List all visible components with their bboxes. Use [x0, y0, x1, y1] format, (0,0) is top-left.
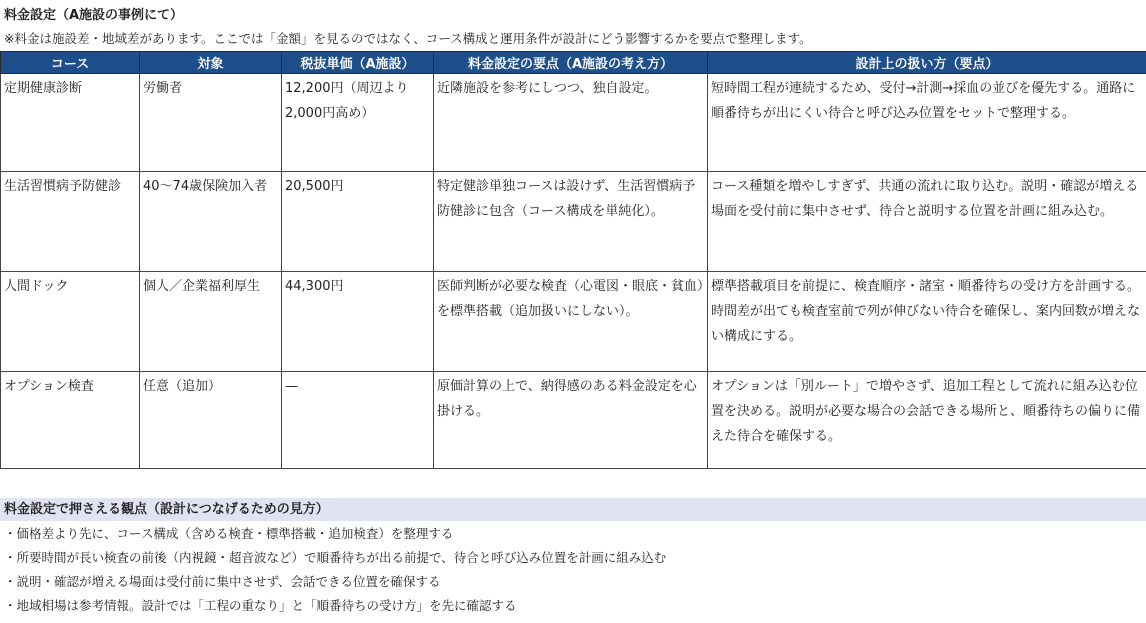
list-item: ・地域相場は参考情報。設計では「工程の重なり」と「順番待ちの受け方」を先に確認する — [4, 598, 517, 613]
cell-pricing-point: 近隣施設を参考にしつつ、独自設定。 — [434, 74, 708, 172]
pricing-table — [0, 51, 1146, 469]
cell-design: コース種類を増やしすぎず、共通の流れに取り込む。説明・確認が増える場面を受付前に集中させず、待合と説明する位置を計画に組み込む。 — [708, 172, 1146, 272]
table-header-row — [1, 52, 1146, 74]
cell-target: 任意（追加） — [140, 372, 282, 469]
cell-price: 20,500円 — [282, 172, 434, 272]
cell-target: 40～74歳保険加入者 — [140, 172, 282, 272]
list-item: ・説明・確認が増える場面は受付前に集中させず、会話できる位置を確保する — [4, 574, 441, 589]
table-row — [1, 74, 1146, 172]
cell-price: — — [282, 372, 434, 469]
cell-design: 短時間工程が連続するため、受付→計測→採血の並びを優先する。通路に順番待ちが出にくい待合と呼び込み位置をセットで整理する。 — [708, 74, 1146, 172]
cell-design: 標準搭載項目を前提に、検査順序・諸室・順番待ちの受け方を計画する。時間差が出ても検査室前で列が伸びない待合を確保し、案内回数が増えない構成にする。 — [708, 272, 1146, 372]
cell-course: 人間ドック — [1, 272, 140, 372]
page-title: 料金設定（A施設の事例にて） — [4, 8, 184, 23]
cell-pricing-point: 医師判断が必要な検査（心電図・眼底・貧血）を標準搭載（追加扱いにしない）。 — [434, 272, 708, 372]
column-header-course: コース — [1, 52, 140, 74]
cell-target: 労働者 — [140, 74, 282, 172]
column-header-design: 設計上の扱い方（要点） — [708, 52, 1146, 74]
section-heading: 料金設定で押さえる観点（設計につなげるための見方） — [0, 498, 1146, 521]
note-text: ※料金は施設差・地域差があります。ここでは「金額」を見るのではなく、コース構成と運用条件が設計にどう影響するかを要点で整理します。 — [4, 31, 812, 46]
cell-price: 12,200円（周辺より2,000円高め） — [282, 74, 434, 172]
cell-pricing-point: 原価計算の上で、納得感のある料金設定を心掛ける。 — [434, 372, 708, 469]
list-item: ・価格差より先に、コース構成（含める検査・標準搭載・追加検査）を整理する — [4, 526, 454, 541]
column-header-target: 対象 — [140, 52, 282, 74]
column-header-pricing-point: 料金設定の要点（A施設の考え方） — [434, 52, 708, 74]
column-header-price: 税抜単価（A施設） — [282, 52, 434, 74]
cell-course: オプション検査 — [1, 372, 140, 469]
table-row — [1, 172, 1146, 272]
cell-course: 生活習慣病予防健診 — [1, 172, 140, 272]
cell-price: 44,300円 — [282, 272, 434, 372]
cell-pricing-point: 特定健診単独コースは設けず、生活習慣病予防健診に包含（コース構成を単純化）。 — [434, 172, 708, 272]
bullet-list — [4, 522, 666, 618]
table-row — [1, 272, 1146, 372]
cell-design: オプションは「別ルート」で増やさず、追加工程として流れに組み込む位置を決める。説明が必要な場合の会話できる場所と、順番待ちの偏りに備えた待合を確保する。 — [708, 372, 1146, 469]
cell-course: 定期健康診断 — [1, 74, 140, 172]
cell-target: 個人／企業福利厚生 — [140, 272, 282, 372]
list-item: ・所要時間が長い検査の前後（内視鏡・超音波など）で順番待ちが出る前提で、待合と呼び込み位置を計画に組み込む — [4, 550, 667, 565]
table-row — [1, 372, 1146, 469]
